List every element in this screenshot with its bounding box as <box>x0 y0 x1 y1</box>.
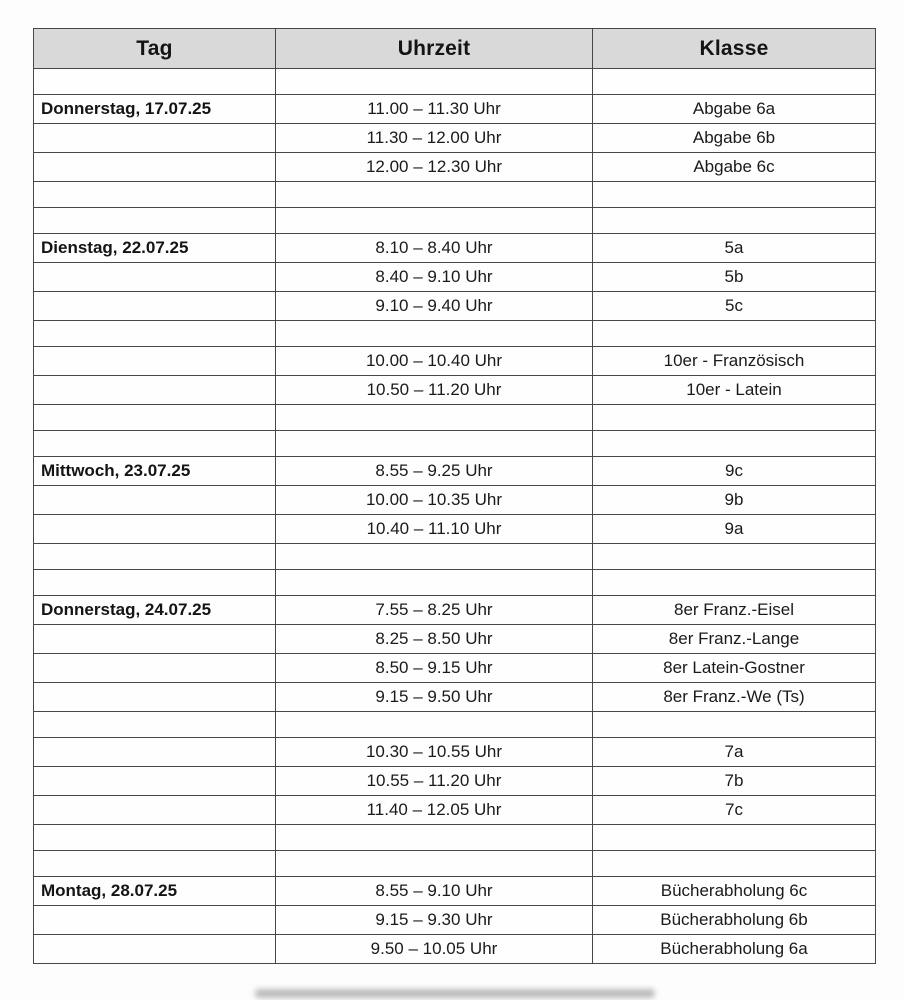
time-cell: 10.30 – 10.55 Uhr <box>276 738 593 767</box>
table-row <box>34 544 876 570</box>
class-cell: 7a <box>593 738 876 767</box>
time-cell: 9.15 – 9.50 Uhr <box>276 683 593 712</box>
day-cell <box>34 292 276 321</box>
table-row <box>34 208 876 234</box>
day-cell <box>34 376 276 405</box>
time-cell <box>276 405 593 431</box>
class-cell: 5c <box>593 292 876 321</box>
class-cell: 7b <box>593 767 876 796</box>
time-cell <box>276 712 593 738</box>
table-row <box>34 877 876 906</box>
time-cell: 9.50 – 10.05 Uhr <box>276 935 593 964</box>
time-cell <box>276 851 593 877</box>
time-cell: 10.40 – 11.10 Uhr <box>276 515 593 544</box>
table-row <box>34 596 876 625</box>
time-cell: 7.55 – 8.25 Uhr <box>276 596 593 625</box>
class-cell: 8er Latein-Gostner <box>593 654 876 683</box>
table-body <box>34 69 876 964</box>
time-cell <box>276 182 593 208</box>
day-cell <box>34 654 276 683</box>
class-cell: 9a <box>593 515 876 544</box>
time-cell <box>276 321 593 347</box>
time-cell: 11.30 – 12.00 Uhr <box>276 124 593 153</box>
class-cell: Bücherabholung 6b <box>593 906 876 935</box>
class-cell: 8er Franz.-We (Ts) <box>593 683 876 712</box>
day-cell <box>34 625 276 654</box>
table-row <box>34 825 876 851</box>
table-row <box>34 182 876 208</box>
day-cell <box>34 321 276 347</box>
header-row <box>34 29 876 69</box>
table-header <box>34 29 876 69</box>
time-cell: 11.00 – 11.30 Uhr <box>276 95 593 124</box>
class-cell: 8er Franz.-Lange <box>593 625 876 654</box>
time-cell <box>276 208 593 234</box>
class-cell <box>593 712 876 738</box>
day-cell <box>34 347 276 376</box>
day-cell <box>34 405 276 431</box>
class-cell <box>593 405 876 431</box>
table-row <box>34 486 876 515</box>
table-row <box>34 515 876 544</box>
table-row <box>34 683 876 712</box>
day-cell <box>34 124 276 153</box>
table-row <box>34 935 876 964</box>
time-cell <box>276 570 593 596</box>
day-cell <box>34 431 276 457</box>
table-row <box>34 321 876 347</box>
header-cell-klasse: Klasse <box>593 29 876 69</box>
table-row <box>34 292 876 321</box>
table-row <box>34 570 876 596</box>
class-cell: Bücherabholung 6a <box>593 935 876 964</box>
table-row <box>34 457 876 486</box>
table-row <box>34 234 876 263</box>
day-cell <box>34 515 276 544</box>
class-cell <box>593 544 876 570</box>
class-cell: 9b <box>593 486 876 515</box>
class-cell <box>593 431 876 457</box>
class-cell <box>593 825 876 851</box>
time-cell: 10.00 – 10.40 Uhr <box>276 347 593 376</box>
table-row <box>34 431 876 457</box>
schedule-document <box>33 28 876 964</box>
class-cell: Abgabe 6c <box>593 153 876 182</box>
day-cell <box>34 738 276 767</box>
day-cell <box>34 153 276 182</box>
day-cell <box>34 712 276 738</box>
class-cell: 9c <box>593 457 876 486</box>
header-cell-tag: Tag <box>34 29 276 69</box>
time-cell <box>276 431 593 457</box>
table-row <box>34 906 876 935</box>
day-cell <box>34 570 276 596</box>
time-cell: 8.25 – 8.50 Uhr <box>276 625 593 654</box>
class-cell: 8er Franz.-Eisel <box>593 596 876 625</box>
table-row <box>34 124 876 153</box>
class-cell: 7c <box>593 796 876 825</box>
day-cell: Mittwoch, 23.07.25 <box>34 457 276 486</box>
time-cell: 11.40 – 12.05 Uhr <box>276 796 593 825</box>
table-row <box>34 654 876 683</box>
time-cell: 9.10 – 9.40 Uhr <box>276 292 593 321</box>
day-cell: Donnerstag, 17.07.25 <box>34 95 276 124</box>
header-cell-uhrzeit: Uhrzeit <box>276 29 593 69</box>
day-cell <box>34 544 276 570</box>
class-cell <box>593 69 876 95</box>
day-cell <box>34 486 276 515</box>
time-cell: 8.10 – 8.40 Uhr <box>276 234 593 263</box>
class-cell <box>593 851 876 877</box>
time-cell: 10.00 – 10.35 Uhr <box>276 486 593 515</box>
table-row <box>34 263 876 292</box>
day-cell: Donnerstag, 24.07.25 <box>34 596 276 625</box>
day-cell: Dienstag, 22.07.25 <box>34 234 276 263</box>
class-cell: 10er - Latein <box>593 376 876 405</box>
schedule-table <box>33 28 876 964</box>
time-cell: 8.55 – 9.10 Uhr <box>276 877 593 906</box>
table-row <box>34 69 876 95</box>
table-row <box>34 851 876 877</box>
table-row <box>34 738 876 767</box>
time-cell <box>276 544 593 570</box>
class-cell <box>593 208 876 234</box>
class-cell: Abgabe 6a <box>593 95 876 124</box>
scan-artifact-smudge <box>255 989 655 998</box>
day-cell <box>34 767 276 796</box>
day-cell <box>34 796 276 825</box>
table-row <box>34 712 876 738</box>
table-row <box>34 153 876 182</box>
time-cell: 12.00 – 12.30 Uhr <box>276 153 593 182</box>
time-cell: 10.55 – 11.20 Uhr <box>276 767 593 796</box>
table-row <box>34 405 876 431</box>
time-cell: 8.50 – 9.15 Uhr <box>276 654 593 683</box>
time-cell <box>276 69 593 95</box>
table-row <box>34 767 876 796</box>
table-row <box>34 376 876 405</box>
day-cell <box>34 825 276 851</box>
class-cell: 5a <box>593 234 876 263</box>
class-cell: 10er - Französisch <box>593 347 876 376</box>
class-cell <box>593 182 876 208</box>
class-cell: 5b <box>593 263 876 292</box>
table-row <box>34 95 876 124</box>
class-cell <box>593 570 876 596</box>
day-cell <box>34 683 276 712</box>
day-cell <box>34 851 276 877</box>
table-row <box>34 796 876 825</box>
day-cell <box>34 263 276 292</box>
class-cell: Abgabe 6b <box>593 124 876 153</box>
day-cell <box>34 182 276 208</box>
class-cell: Bücherabholung 6c <box>593 877 876 906</box>
time-cell: 8.55 – 9.25 Uhr <box>276 457 593 486</box>
day-cell: Montag, 28.07.25 <box>34 877 276 906</box>
time-cell: 10.50 – 11.20 Uhr <box>276 376 593 405</box>
table-row <box>34 347 876 376</box>
day-cell <box>34 69 276 95</box>
class-cell <box>593 321 876 347</box>
time-cell: 9.15 – 9.30 Uhr <box>276 906 593 935</box>
day-cell <box>34 906 276 935</box>
day-cell <box>34 935 276 964</box>
time-cell <box>276 825 593 851</box>
time-cell: 8.40 – 9.10 Uhr <box>276 263 593 292</box>
table-row <box>34 625 876 654</box>
day-cell <box>34 208 276 234</box>
